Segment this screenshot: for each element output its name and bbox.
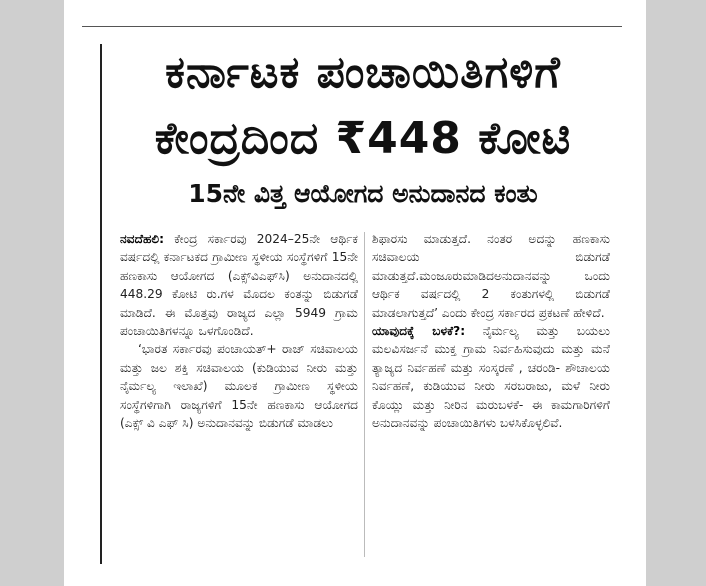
dateline: ನವದೆಹಲಿ: [120,232,165,246]
background-left [0,0,64,586]
paragraph-4-text: ನೈರ್ಮಲ್ಯ ಮತ್ತು ಬಯಲು ಮಲವಿಸರ್ಜನೆ ಮುಕ್ತ ಗ್ರಾಮ ನಿರ್ವಹಿಸುವುದು ಮತ್ತು ಮನೆ ತ್ಯಾಜ್ಯದ ನಿರ್ವಹಣೆ ಮತ್ತು ಸಂಸ್ಕರಣೆ , ಚರಂಡಿ- ಶೌಚಾಲಯ ನಿರ್ವಹಣೆ, ಕುಡಿಯುವ ನೀರು ಸರಬರಾಜು, ಮಳೆ ನೀರು ಕೊಯ್ಲು ಮತ್ತು ನೀರಿನ ಮರುಬಳಕೆ- ಈ ಕಾಮಗಾರಿಗಳಿಗೆ ಅನುದಾನವನ್ನು ಪಂಚಾಯಿತಿಗಳು ಬಳಸಿಕೊಳ್ಳಲಿವೆ. [372,324,610,431]
headline-line-2: ಕೇಂದ್ರದಿಂದ ₹448 ಕೋಟಿ [154,113,572,164]
article-column-1 [120,230,358,432]
paragraph-1-text: ಕೇಂದ್ರ ಸರ್ಕಾರವು 2024–25ನೇ ಆರ್ಥಿಕ ವರ್ಷದಲ್ಲಿ ಕರ್ನಾಟಕದ ಗ್ರಾಮೀಣ ಸ್ಥಳೀಯ ಸಂಸ್ಥೆಗಳಿಗೆ 15ನೇ ಹಣಕಾಸು ಆಯೋಗದ (ಎಕ್ಸ್‌ವಿಎಫ್‌ಸಿ) ಅನುದಾನದಲ್ಲಿ 448.29 ಕೋಟಿ ರು.ಗಳ ಮೊದಲ ಕಂತನ್ನು ಬಿಡುಗಡೆ ಮಾಡಿದೆ. ಈ ಮೊತ್ತವು ರಾಜ್ಯದ ಎಲ್ಲಾ 5949 ಗ್ರಾಮ ಪಂಚಾಯಿತಿಗಳನ್ನೂ ಒಳಗೊಂಡಿದೆ. [120,232,358,339]
left-border-rule [100,44,102,564]
headline-line-1: ಕರ್ನಾಟಕ ಪಂಚಾಯಿತಿಗಳಿಗೆ [165,47,561,98]
subheadline: 15ನೇ ವಿತ್ತ ಆಯೋಗದ ಅನುದಾನದ ಕಂತು [188,179,538,208]
section-lead: ಯಾವುದಕ್ಕೆ ಬಳಕೆ?: [372,324,466,339]
top-divider [82,26,622,27]
paragraph-3: ಶಿಫಾರಸು ಮಾಡುತ್ತದೆ. ನಂತರ ಅದನ್ನು ಹಣಕಾಸು ಸಚಿವಾಲಯ ಬಿಡುಗಡೆ ಮಾಡುತ್ತದೆ.ಮಂಜೂರುಮಾಡಿದಅನುದಾನವನ್ನು ಒಂದು ಆರ್ಥಿಕ ವರ್ಷದಲ್ಲಿ 2 ಕಂತುಗಳಲ್ಲಿ ಬಿಡುಗಡೆ ಮಾಡಲಾಗುತ್ತದೆ’ ಎಂದು ಕೇಂದ್ರ ಸರ್ಕಾರದ ಪ್ರಕಟಣೆ ಹೇಳಿದೆ. [372,232,610,320]
paragraph-4 [372,322,610,432]
paragraph-2: ‘ಭಾರತ ಸರ್ಕಾರವು ಪಂಚಾಯತ್‌+ ರಾಜ್ ಸಚಿವಾಲಯ ಮತ್ತು ಜಲ ಶಕ್ತಿ ಸಚಿವಾಲಯ (ಕುಡಿಯುವ ನೀರು ಮತ್ತು ನೈರ್ಮಲ್ಯ ಇಲಾಖೆ) ಮೂಲಕ ಗ್ರಾಮೀಣ ಸ್ಥಳೀಯ ಸಂಸ್ಥೆಗಳಿಗಾಗಿ ರಾಜ್ಯಗಳಿಗೆ 15ನೇ ಹಣಕಾಸು ಆಯೋಗದ (ಎಕ್ಸ್ ವಿ ಎಫ್ ಸಿ) ಅನುದಾನವನ್ನು ಬಿಡುಗಡೆ ಮಾಡಲು [120,342,358,431]
paragraph-1 [120,230,358,340]
headline [108,40,618,172]
article-column-2 [372,230,610,432]
column-separator [364,232,365,557]
background-right [646,0,706,586]
